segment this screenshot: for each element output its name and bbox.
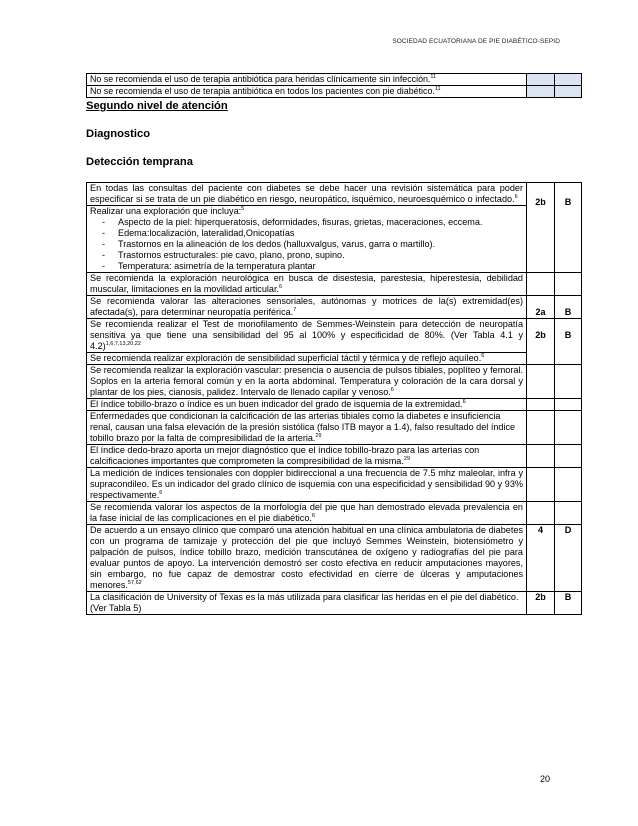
- table-row: [87, 525, 582, 592]
- table-row: [87, 592, 582, 615]
- grade-cell: B: [555, 319, 582, 365]
- grade-cell: B: [555, 183, 582, 273]
- evidence-level-cell: 2b: [527, 319, 555, 365]
- grade-cell: [555, 411, 582, 445]
- table-row: [87, 319, 582, 353]
- table-row: [87, 399, 582, 411]
- grade-cell: D: [555, 525, 582, 592]
- recommendation-text: El índice dedo-brazo aporta un mejor diagnóstico que el índice tobillo-brazo para las arterias con calcificaciones importantes que comprometen la compresibilidad de la misma.$^{29}$: [87, 445, 527, 468]
- table-row: [87, 502, 582, 525]
- grade-cell: [555, 399, 582, 411]
- recommendation-text: Se recomienda la exploración neurológica en busca de disestesia, parestesia, hiperestesia, debilidad muscular, limitaciones en la movilidad articular.$^6$: [87, 273, 527, 296]
- evidence-level-cell: [527, 273, 555, 296]
- table-row: [87, 86, 582, 98]
- table-row: [87, 183, 582, 206]
- list-item: - Trastornos estructurales: pie cavo, plano, prono, supino.: [102, 250, 523, 261]
- table-row: [87, 296, 582, 319]
- recommendation-text: Se recomienda valorar los aspectos de la morfología del pie que han demostrado elevada prevalencia en la fase inicial de las complicaciones en el pie diabético.$^6$: [87, 502, 527, 525]
- section-heading-diagnostic: Diagnostico: [86, 128, 151, 140]
- table-row: [87, 206, 582, 273]
- grade-cell: [555, 86, 582, 98]
- grade-cell: [555, 502, 582, 525]
- grade-cell: B: [555, 592, 582, 615]
- recommendation-text: La clasificación de University of Texas es la más utilizada para clasificar las heridas en el pie del diabético.(Ver Tabla 5): [87, 592, 527, 615]
- page-number: 20: [540, 774, 551, 784]
- recommendation-text: Enfermedades que condicionan la calcificación de las arterias tibiales como la diabetes e insuficiencia renal, causan una falsa elevación de la presión sistólica (falso ITB mayor a 1.4), falso resultado del índice tobillo brazo por la falta de compresibilidad de la arteria.$^{29}$: [87, 411, 527, 445]
- recommendation-text: No se recomienda el uso de terapia antibiótica para heridas clínicamente sin infección.$^{11}$: [87, 74, 527, 86]
- exploration-list: [90, 217, 523, 272]
- table-row: [87, 445, 582, 468]
- table-row: [87, 468, 582, 502]
- list-item: - Edema:localización, lateralidad,Onicopatías: [102, 228, 523, 239]
- recommendation-text: De acuerdo a un ensayo clínico que comparó una atención habitual en una clínica ambulatoria de diabetes con un programa de tamizaje y protección del pie que incluyó Semmes Weinstein, biotensiómetro y palpación de pulsos, índice tobillo brazo, medición transcutánea de oxígeno y radiografías del pie para evaluar puntos de apoyo. La intervención demostró ser costo efectiva en reducir amputaciones mayores, sin embargo, no fue capaz de demostrar costo efectividad en cierre de úlceras y amputaciones menores.$^{57,62}$: [87, 525, 527, 592]
- evidence-level-cell: [527, 86, 555, 98]
- grade-cell: [555, 365, 582, 399]
- grade-cell: [555, 445, 582, 468]
- list-item: - Aspecto de la piel: hiperqueratosis, deformidades, fisuras, grietas, maceraciones, eccema.: [102, 217, 523, 228]
- table-row: [87, 365, 582, 399]
- table-row: [87, 353, 582, 365]
- running-header: SOCIEDAD ECUATORIANA DE PIE DIABÉTICO-SEPID: [392, 38, 560, 45]
- list-item: - Trastornos en la alineación de los dedos (halluxvalgus, varus, garra o martillo).: [102, 239, 523, 250]
- evidence-level-cell: [527, 445, 555, 468]
- grade-cell: [555, 468, 582, 502]
- antibiotic-recommendations-table: [86, 73, 582, 98]
- evidence-level-cell: [527, 502, 555, 525]
- recommendation-text: En todas las consultas del paciente con diabetes se debe hacer una revisión sistemática para poder especificar si se trata de un pie diabético en riesgo, neuropático, isquémico, neuroesquémico o infectado.$^6$: [87, 183, 527, 206]
- grade-cell: [555, 74, 582, 86]
- recommendation-text: Se recomienda realizar el Test de monofilamento de Semmes-Weinstein para detección de neuropatía sensitiva ya que tiene una sensibilidad del 95 al 100% y especificidad de 80%. (Ver Tabla 4.1 y 4.2)$^{1,6,7,13,20,22}$: [87, 319, 527, 353]
- grade-cell: B: [555, 296, 582, 319]
- early-detection-table: [86, 182, 582, 615]
- recommendation-text: Realizar una exploración que incluya:$^5$ - Aspecto de la piel: hiperqueratosis, deformidades, fisuras, grietas, maceraciones, eccema. - Edema:localización, lateralidad,Onicopatías - Trastornos en la alineación de los dedos (halluxvalgus, varus, garra o martillo). - Trastornos estructurales: pie cavo, plano, prono, supino. - Temperatura: asimetría de la temperatura plantar: [87, 206, 527, 273]
- evidence-level-cell: 2b: [527, 592, 555, 615]
- recommendation-text: El índice tobillo-brazo o índice es un buen indicador del grado de isquemia de la extremidad.$^6$: [87, 399, 527, 411]
- recommendation-text: Se recomienda realizar exploración de sensibilidad superficial táctil y térmica y de reflejo aquíleo.$^6$: [87, 353, 527, 365]
- table-row: [87, 273, 582, 296]
- recommendation-text: La medición de índices tensionales con doppler bidireccional a una frecuencia de 7.5 mhz maleolar, infra y supracondileo. Es un indicador del grado clínico de isquemia con una especificidad y sensibilidad 90 y 93% respectivamente.$^6$: [87, 468, 527, 502]
- evidence-level-cell: 4: [527, 525, 555, 592]
- evidence-level-cell: 2a: [527, 296, 555, 319]
- evidence-level-cell: [527, 365, 555, 399]
- list-item: - Temperatura: asimetría de la temperatura plantar: [102, 261, 523, 272]
- section-heading-early-detection: Detección temprana: [86, 156, 193, 168]
- evidence-level-cell: [527, 468, 555, 502]
- recommendation-text: Se recomienda realizar la exploración vascular: presencia o ausencia de pulsos tibiales, poplíteo y femoral. Soplos en la arteria femoral común y en la aorta abdominal. Temperatura y coloración de la cara dorsal y plantar de los pies, cianosis, palidez. Intervalo de llenado capilar y venoso.$^6$: [87, 365, 527, 399]
- grade-cell: [555, 273, 582, 296]
- evidence-level-cell: [527, 74, 555, 86]
- recommendation-text: Se recomienda valorar las alteraciones sensoriales, autónomas y motrices de la(s) extremidad(es) afectada(s), para determinar neuropatía periférica.$^7$: [87, 296, 527, 319]
- table-row: [87, 74, 582, 86]
- evidence-level-cell: 2b: [527, 183, 555, 273]
- evidence-level-cell: [527, 411, 555, 445]
- evidence-level-cell: [527, 399, 555, 411]
- table-row: [87, 411, 582, 445]
- recommendation-text: No se recomienda el uso de terapia antibiótica en todos los pacientes con pie diabético.$^{11}$: [87, 86, 527, 98]
- section-heading-level: Segundo nivel de atención: [86, 100, 228, 112]
